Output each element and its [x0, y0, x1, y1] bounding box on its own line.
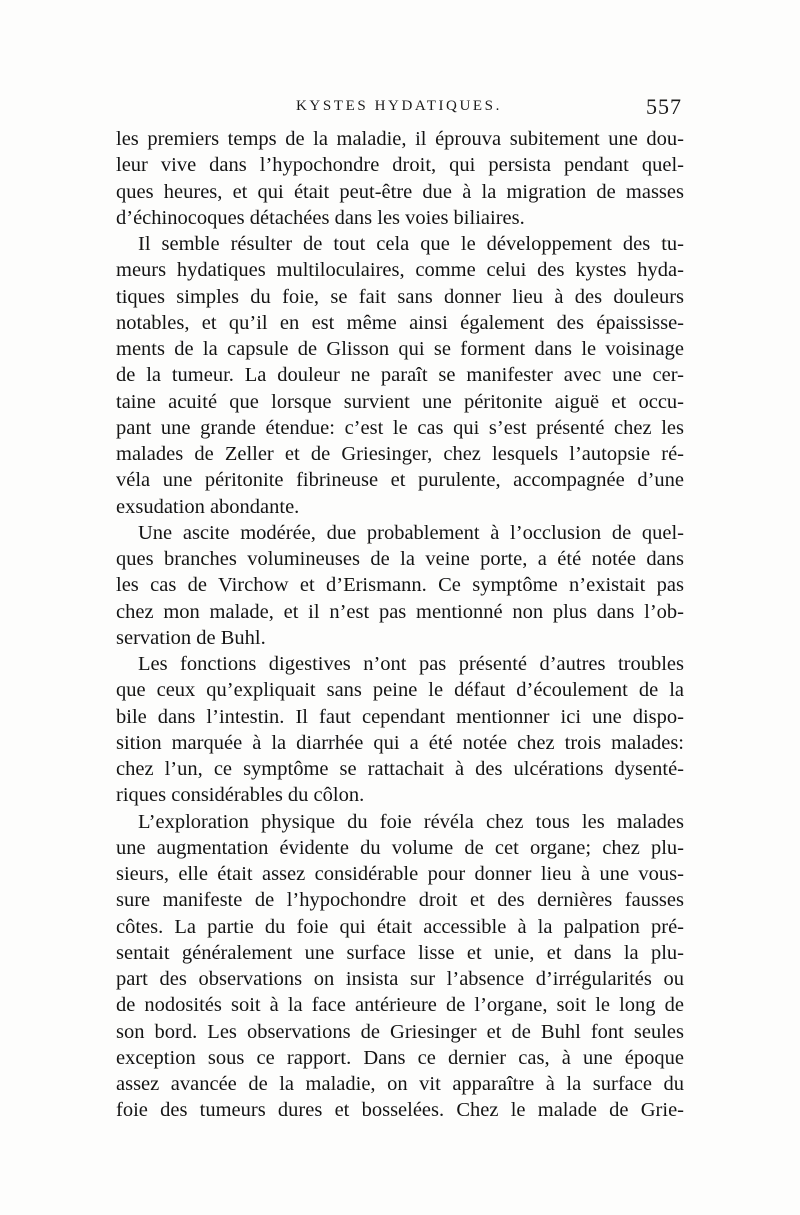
text-line: assez avancée de la maladie, on vit apparaître à la surface du [116, 1073, 684, 1095]
text-line: de la tumeur. La douleur ne paraît se manifester avec une cer- [116, 364, 684, 387]
text-line: sition marquée à la diarrhée qui a été notée chez trois malades: [116, 731, 684, 754]
text-line: son bord. Les observations de Griesinger et de Buhl font seules [116, 1020, 684, 1043]
running-title: KYSTES HYDATIQUES. [296, 98, 502, 114]
text-line: sentait généralement une surface lisse et unie, et dans la plu- [116, 941, 684, 964]
page-header [116, 94, 682, 122]
text-line: ques branches volumineuses de la veine porte, a été notée dans [116, 548, 684, 570]
text-line: ments de la capsule de Glisson qui se forment dans le voisinage [116, 338, 684, 360]
text-line: part des observations on insista sur l’absence d’irrégularités ou [116, 968, 684, 990]
text-line: taine acuité que lorsque survient une péritonite aiguë et occu- [116, 390, 684, 413]
text-line: L’exploration physique du foie révéla chez tous les malades [138, 810, 684, 833]
page-number: 557 [646, 94, 682, 119]
text-line: chez l’un, ce symptôme se rattachait à des ulcérations dysenté- [116, 758, 684, 780]
text-line: les premiers temps de la maladie, il éprouva subitement une dou- [116, 128, 684, 150]
text-line: leur vive dans l’hypochondre droit, qui persista pendant quel- [116, 154, 684, 177]
text-line: véla une péritonite fibrineuse et purulente, accompagnée d’une [116, 469, 684, 492]
text-line: malades de Zeller et de Griesinger, chez lesquels l’autopsie ré- [116, 443, 684, 465]
text-line: d’échinocoques détachées dans les voies biliaires. [116, 206, 525, 229]
text-line: sure manifeste de l’hypochondre droit et des dernières fausses [116, 889, 684, 912]
text-line: exception sous ce rapport. Dans ce dernier cas, à une époque [116, 1046, 684, 1069]
body-text [116, 126, 684, 1124]
text-line: exsudation abondante. [116, 495, 300, 518]
text-line: de nodosités soit à la face antérieure de l’organe, soit le long de [116, 994, 684, 1017]
text-line: Les fonctions digestives n’ont pas présenté d’autres troubles [138, 653, 684, 675]
text-line: les cas de Virchow et d’Erismann. Ce symptôme n’existait pas [116, 574, 684, 597]
text-line: Une ascite modérée, due probablement à l’occlusion de quel- [138, 521, 684, 544]
text-line: sieurs, elle était assez considérable pour donner lieu à une vous- [116, 863, 684, 885]
text-line: notables, et qu’il en est même ainsi également des épaississe- [116, 311, 684, 334]
text-line: côtes. La partie du foie qui était accessible à la palpation pré- [116, 915, 684, 938]
text-line: meurs hydatiques multiloculaires, comme celui des kystes hyda- [116, 259, 684, 282]
text-line: que ceux qu’expliquait sans peine le défaut d’écoulement de la [116, 679, 684, 702]
text-line: pant une grande étendue: c’est le cas qui s’est présenté chez les [116, 416, 684, 439]
text-line: bile dans l’intestin. Il faut cependant mentionner ici une dispo- [116, 705, 684, 728]
text-line: tiques simples du foie, se fait sans donner lieu à des douleurs [116, 285, 684, 308]
text-line: riques considérables du côlon. [116, 784, 365, 807]
text-line: foie des tumeurs dures et bosselées. Chez le malade de Grie- [116, 1099, 684, 1122]
text-line: chez mon malade, et il n’est pas mentionné non plus dans l’ob- [116, 600, 684, 623]
text-line: Il semble résulter de tout cela que le développement des tu- [138, 233, 684, 255]
text-line: ques heures, et qui était peut-être due à la migration de masses [116, 180, 684, 203]
text-line: servation de Buhl. [116, 626, 266, 649]
text-line: une augmentation évidente du volume de cet organe; chez plu- [116, 836, 684, 859]
